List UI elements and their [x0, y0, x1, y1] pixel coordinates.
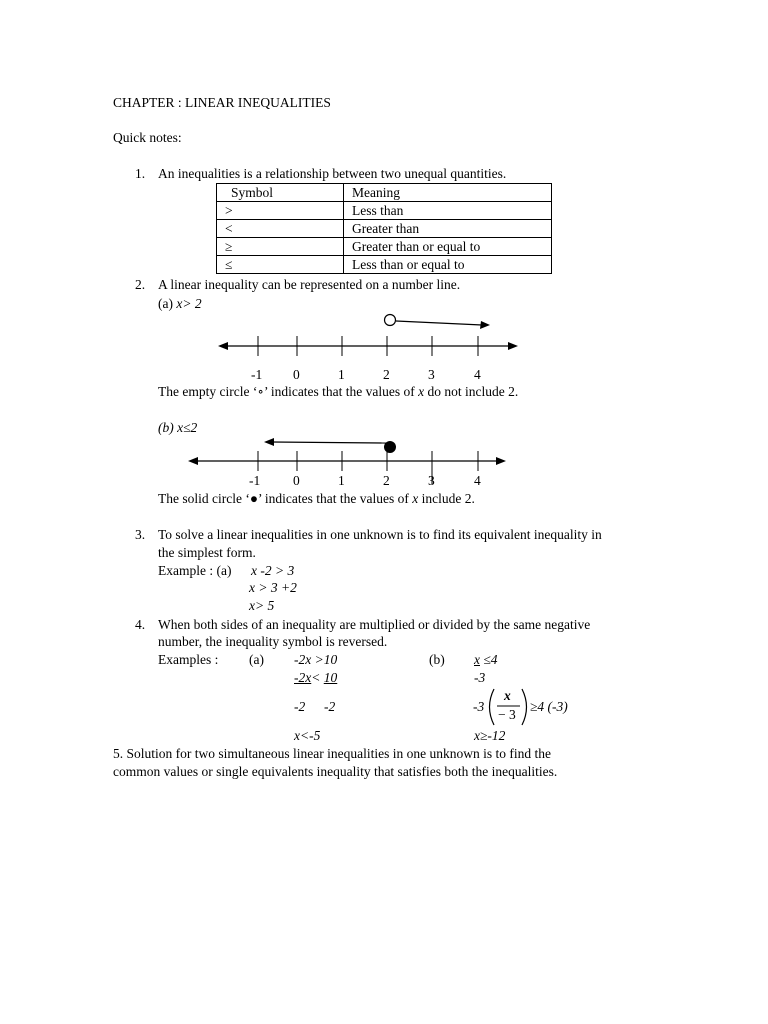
tick-label: -1 — [251, 367, 263, 382]
table-header-symbol: Symbol — [217, 184, 344, 202]
tick-label: 3 — [428, 473, 435, 488]
item-4b-result: x≥-12 — [474, 728, 506, 743]
item-2-number: 2. — [135, 277, 146, 292]
table-cell-meaning: Greater than — [344, 220, 552, 238]
item-4-line-1: When both sides of an inequality are multiplied or divided by the same negative — [158, 617, 591, 632]
table-cell-symbol: ≥ — [217, 238, 344, 256]
tick-label: 2 — [383, 367, 390, 382]
table-header-meaning: Meaning — [344, 184, 552, 202]
operator: < — [311, 670, 324, 685]
tick-label: 1 — [338, 367, 345, 382]
tick-label: 0 — [293, 473, 300, 488]
item-2-text: A linear inequality can be represented on a number line. — [158, 277, 461, 292]
item-4-number: 4. — [135, 617, 146, 632]
item-1-number: 1. — [135, 166, 146, 181]
variable: x — [474, 652, 480, 667]
empty-circle-symbol: ∘ — [257, 384, 264, 399]
caption-text: do not include 2. — [424, 384, 519, 399]
table-cell-symbol: > — [217, 202, 344, 220]
item-3-example-label: Example : (a) — [158, 563, 232, 578]
table-cell-symbol: < — [217, 220, 344, 238]
tick-label: 3 — [428, 367, 435, 382]
item-4-line-2: number, the inequality symbol is reversed. — [158, 634, 388, 649]
tick-label: 1 — [338, 473, 345, 488]
fraction-numerator: x — [504, 688, 511, 703]
item-1-text: An inequalities is a relationship between two unequal quantities. — [158, 166, 507, 181]
caption-text: The empty circle ‘ — [158, 384, 258, 399]
numerator: -2x — [294, 670, 312, 685]
tick-label: 0 — [293, 367, 300, 382]
item-3-line-1: To solve a linear inequalities in one unknown is to find its equivalent inequality in — [158, 527, 602, 542]
caption-variable: x — [412, 491, 419, 506]
caption-text: The solid circle ‘ — [158, 491, 250, 506]
item-4a-label: (a) — [249, 652, 264, 667]
item-2a-letter: (a) — [158, 296, 173, 311]
tick-label: 4 — [474, 367, 481, 382]
item-5-line-2: common values or single equivalents inequality that satisfies both the inequalities. — [113, 764, 558, 779]
solid-circle-symbol: ● — [249, 491, 258, 506]
item-4b-step-2: -3 — [474, 670, 486, 685]
item-4b-step-3-suffix: ≥4 (-3) — [530, 699, 568, 714]
fraction-denominator: − 3 — [498, 707, 516, 722]
tick-label: -1 — [249, 473, 261, 488]
item-4a-step-3-left: -2 — [294, 699, 306, 714]
item-3-step-1: x -2 > 3 — [251, 563, 295, 578]
item-4a-step-3-right: -2 — [324, 699, 336, 714]
item-2a-expression: x> 2 — [176, 296, 202, 311]
table-cell-meaning: Greater than or equal to — [344, 238, 552, 256]
item-3-step-2: x > 3 +2 — [249, 580, 297, 595]
caption-text: include 2. — [418, 491, 475, 506]
inequality-rest: ≤4 — [480, 652, 498, 667]
table-cell-symbol: ≤ — [217, 256, 344, 274]
item-3-line-2: the simplest form. — [158, 545, 256, 560]
item-4a-step-1: -2x >10 — [294, 652, 338, 667]
item-4-examples-label: Examples : — [158, 652, 219, 667]
quick-notes-heading: Quick notes: — [113, 130, 182, 145]
caption-text: ’ indicates that the values of — [263, 384, 419, 399]
right-bracket — [522, 689, 527, 725]
caption-text: ’ indicates that the values of — [258, 491, 413, 506]
chapter-title: CHAPTER : LINEAR INEQUALITIES — [113, 95, 331, 110]
item-4b-label: (b) — [429, 652, 445, 667]
item-3-step-3: x> 5 — [249, 598, 275, 613]
tick-label: 4 — [474, 473, 481, 488]
item-5-line-1: 5. Solution for two simultaneous linear inequalities in one unknown is to find the — [113, 746, 551, 761]
item-2b-label: (b) x≤2 — [158, 420, 198, 435]
item-3-number: 3. — [135, 527, 146, 542]
tick-label: 2 — [383, 473, 390, 488]
table-cell-meaning: Less than — [344, 202, 552, 220]
numerator: 10 — [323, 670, 338, 685]
table-cell-meaning: Less than or equal to — [344, 256, 552, 274]
caption-variable: x — [418, 384, 425, 399]
left-bracket — [490, 689, 495, 725]
item-4a-result: x<-5 — [294, 728, 321, 743]
item-4b-step-3-prefix: -3 — [473, 699, 485, 714]
